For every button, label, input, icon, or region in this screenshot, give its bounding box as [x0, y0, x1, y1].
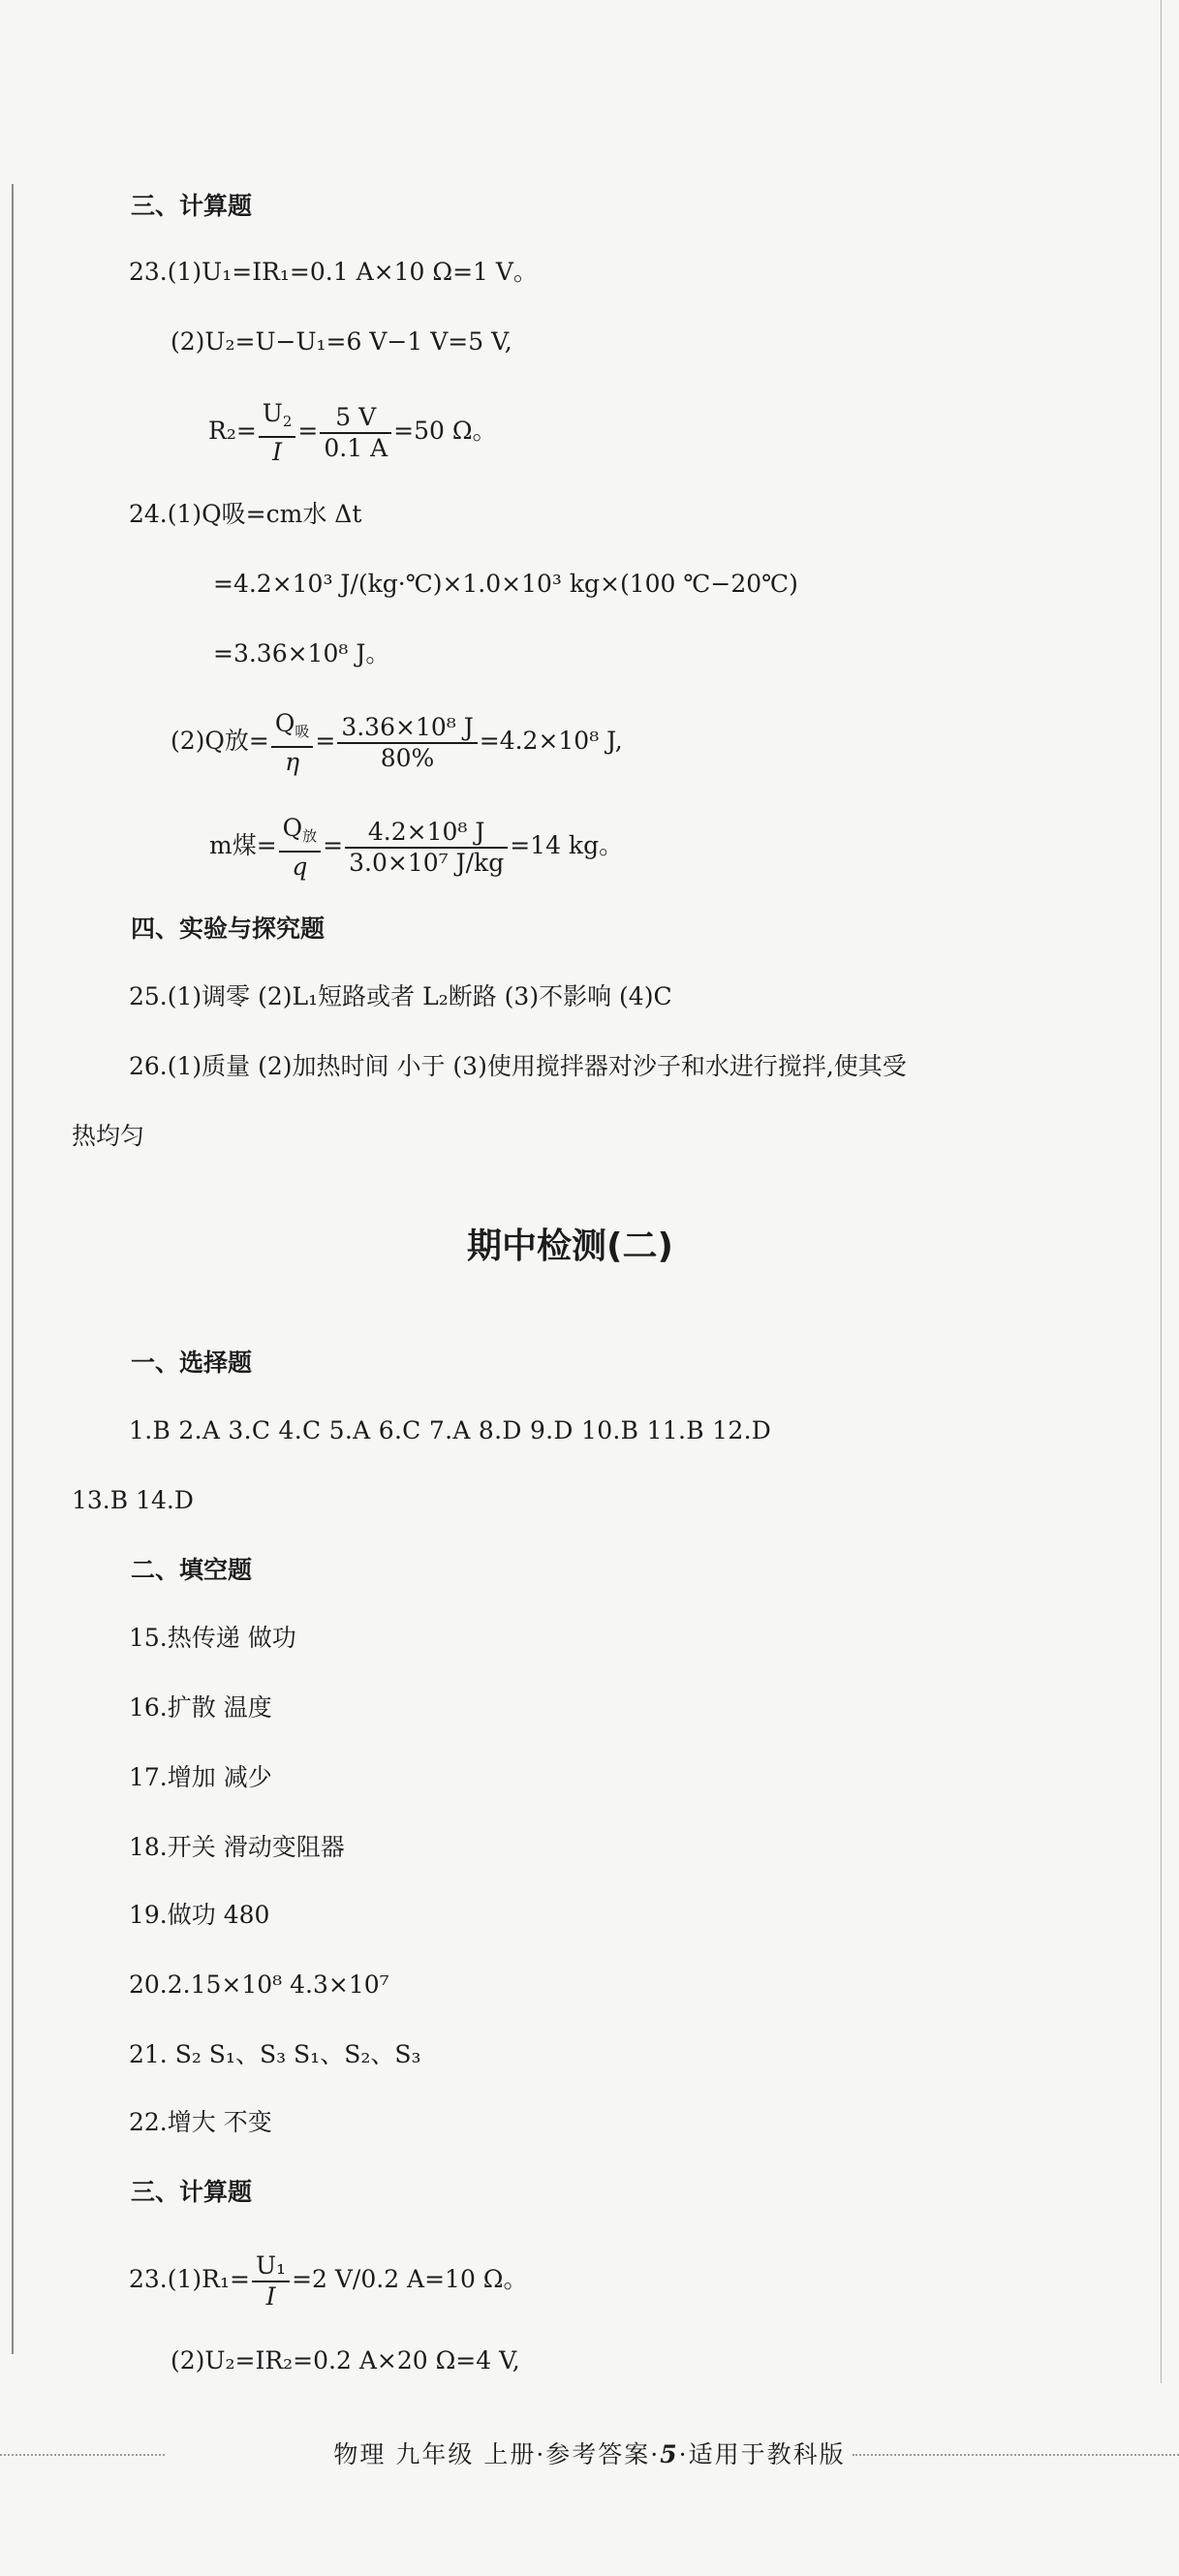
fraction-u1-over-i: $\frac{\text{U₁}}{I}$	[252, 2251, 290, 2312]
q23b-line2: (2)U₂=IR₂=0.2 A×20 Ω=4 V,	[171, 2346, 520, 2374]
left-margin-line	[12, 184, 14, 2354]
q23-r2-lhs: R₂=	[208, 417, 257, 445]
q26-line1: 26.(1)质量 (2)加热时间 小于 (3)使用搅拌器对沙子和水进行搅拌,使其受	[129, 1052, 907, 1080]
fill-item: 17.增加 减少	[129, 1763, 272, 1791]
q24-line5: m煤= $\frac{Q_放}{q}$ = $\frac{\text{4.2×10⁸ J}}{\text{3.0×10⁷ J/kg}}$ =14 kg。	[209, 813, 624, 881]
q24-line3: =3.36×10⁸ J。	[213, 639, 390, 667]
q23-line3: R₂= $\frac{U_2}{I}$ = $\frac{5 V}{0.1 A}$ =50 Ω。	[208, 398, 497, 466]
section-heading-calc-2: 三、计算题	[131, 2178, 253, 2206]
footer-subject: 物理 九年级 上册·参考答案·	[333, 2440, 661, 2468]
fraction-42e8-over-30e7: $\frac{\text{4.2×10⁸ J}}{\text{3.0×10⁷ J/kg}}$	[345, 818, 508, 878]
q24-line1: 24.(1)Q吸=cm水 Δt	[129, 500, 362, 528]
page-title: 期中检测(二)	[467, 1226, 673, 1266]
q24-line2: =4.2×10³ J/(kg·℃)×1.0×10³ kg×(100 ℃−20℃)	[213, 570, 798, 598]
section-heading-choice: 一、选择题	[131, 1349, 253, 1377]
fill-item: 19.做功 480	[129, 1901, 270, 1929]
fraction-q-over-q: $\frac{Q_放}{q}$	[279, 814, 322, 882]
q23b-line1: 23.(1)R₁= $\frac{\text{U₁}}{I}$ =2 V/0.2 A=10 Ω。	[129, 2250, 528, 2311]
section-heading-fill: 二、填空题	[131, 1556, 253, 1584]
fill-item: 16.扩散 温度	[129, 1693, 272, 1722]
choice-answers-row1: 1.B 2.A 3.C 4.C 5.A 6.C 7.A 8.D 9.D 10.B 11.B 12.D	[129, 1416, 772, 1444]
fraction-336e8-over-80: $\frac{\text{3.36×10⁸ J}}{80\%}$	[337, 713, 477, 773]
page-number: 5	[660, 2440, 679, 2468]
fill-item: 20.2.15×10⁸ 4.3×10⁷	[129, 1971, 389, 1999]
fill-item: 21. S₂ S₁、S₃ S₁、S₂、S₃	[129, 2040, 421, 2068]
right-margin-line	[1161, 0, 1162, 2383]
fraction-5v-over-01a: $\frac{5 V}{0.1 A}$	[320, 403, 391, 463]
fraction-u2-over-i: $\frac{U_2}{I}$	[259, 399, 296, 467]
q23-line1: 23.(1)U₁=IR₁=0.1 A×10 Ω=1 V。	[129, 258, 538, 286]
q26-line2: 热均匀	[72, 1122, 145, 1150]
q25-line: 25.(1)调零 (2)L₁短路或者 L₂断路 (3)不影响 (4)C	[129, 982, 672, 1010]
page-footer	[0, 2436, 1179, 2470]
fill-item: 18.开关 滑动变阻器	[129, 1833, 345, 1861]
footer-edition: ·适用于教科版	[678, 2440, 846, 2468]
q24-line4: (2)Q放= $\frac{Q_吸}{\eta}$ = $\frac{\text{3.36×10⁸ J}}{80\%}$ =4.2×10⁸ J,	[171, 708, 623, 776]
fraction-q-over-eta: $\frac{Q_吸}{\eta}$	[271, 709, 314, 777]
fill-item: 22.增大 不变	[129, 2108, 272, 2136]
section-heading-calc: 三、计算题	[131, 192, 253, 220]
choice-answers-row2: 13.B 14.D	[72, 1486, 194, 1514]
q23-line2: (2)U₂=U−U₁=6 V−1 V=5 V,	[171, 327, 512, 356]
fill-item: 15.热传递 做功	[129, 1624, 296, 1652]
section-heading-experiment: 四、实验与探究题	[131, 915, 326, 943]
